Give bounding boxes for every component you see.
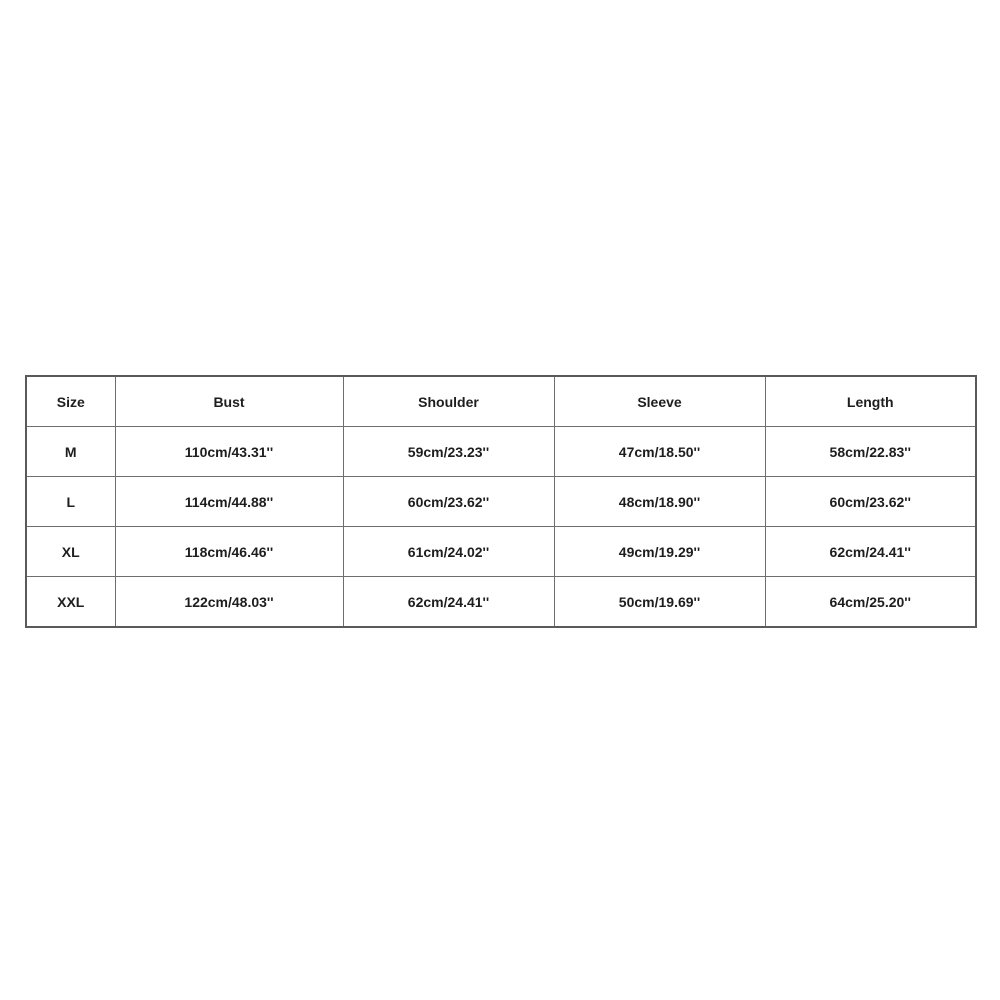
cell-size: XXL: [26, 577, 115, 628]
cell-size: L: [26, 477, 115, 527]
table-row: [26, 427, 976, 477]
cell-shoulder: 59cm/23.23'': [343, 427, 554, 477]
cell-size: XL: [26, 527, 115, 577]
table-row: [26, 477, 976, 527]
header-shoulder: Shoulder: [343, 376, 554, 427]
cell-bust: 118cm/46.46'': [115, 527, 343, 577]
header-size: Size: [26, 376, 115, 427]
header-bust: Bust: [115, 376, 343, 427]
cell-length: 60cm/23.62'': [765, 477, 976, 527]
cell-length: 64cm/25.20'': [765, 577, 976, 628]
table-row: [26, 577, 976, 628]
cell-size: M: [26, 427, 115, 477]
cell-length: 62cm/24.41'': [765, 527, 976, 577]
table-header-row: [26, 376, 976, 427]
cell-shoulder: 62cm/24.41'': [343, 577, 554, 628]
table-row: [26, 527, 976, 577]
cell-sleeve: 48cm/18.90'': [554, 477, 765, 527]
cell-bust: 110cm/43.31'': [115, 427, 343, 477]
cell-shoulder: 60cm/23.62'': [343, 477, 554, 527]
header-length: Length: [765, 376, 976, 427]
cell-shoulder: 61cm/24.02'': [343, 527, 554, 577]
header-sleeve: Sleeve: [554, 376, 765, 427]
cell-sleeve: 47cm/18.50'': [554, 427, 765, 477]
size-chart-table: [25, 375, 977, 628]
cell-sleeve: 50cm/19.69'': [554, 577, 765, 628]
cell-bust: 122cm/48.03'': [115, 577, 343, 628]
cell-length: 58cm/22.83'': [765, 427, 976, 477]
cell-bust: 114cm/44.88'': [115, 477, 343, 527]
cell-sleeve: 49cm/19.29'': [554, 527, 765, 577]
